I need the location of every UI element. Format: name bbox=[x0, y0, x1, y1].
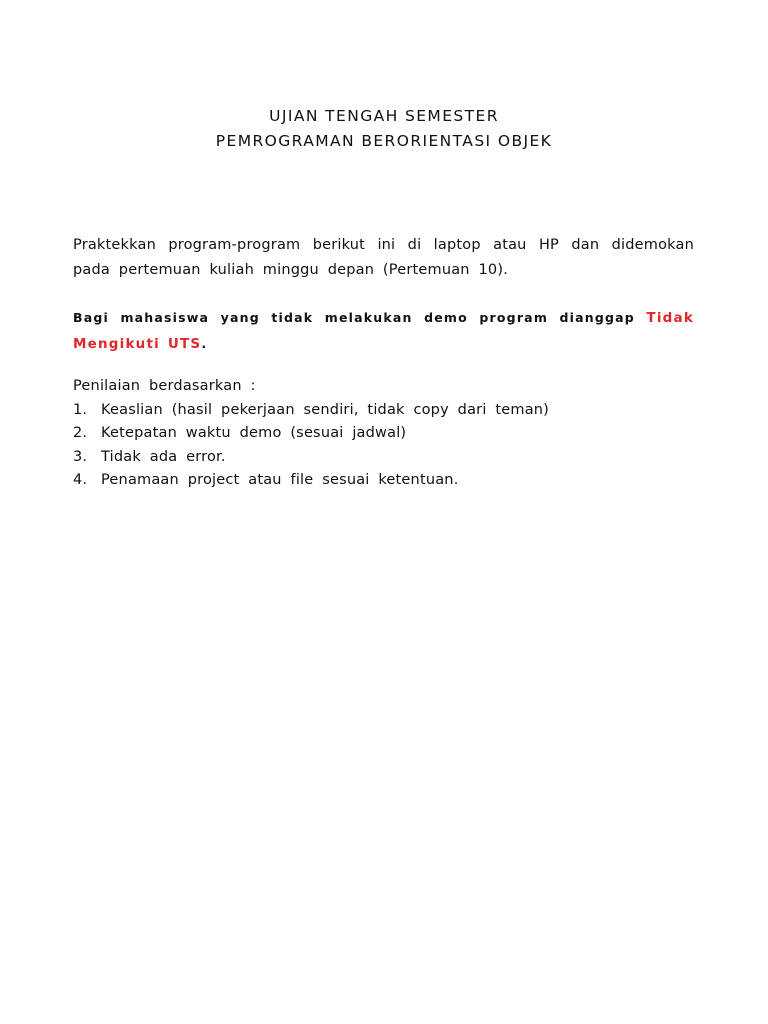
title-line-exam: UJIAN TENGAH SEMESTER bbox=[269, 107, 499, 125]
document-title bbox=[0, 104, 768, 154]
criteria-text: Ketepatan waktu demo (sesuai jadwal) bbox=[101, 425, 407, 441]
title-line-course: PEMROGRAMAN BERORIENTASI OBJEK bbox=[215, 132, 553, 150]
criteria-text: Keaslian (hasil pekerjaan sendiri, tidak copy dari teman) bbox=[101, 401, 550, 418]
intro-paragraph: Praktekkan program-program berikut ini di laptop atau HP dan didemokan pada pertemuan kuliah minggu depan (Pertemuan 10). bbox=[73, 237, 694, 278]
criteria-heading: Penilaian berdasarkan : bbox=[73, 378, 256, 394]
criteria-text: Penamaan project atau file sesuai ketentuan. bbox=[101, 472, 459, 488]
criteria-item bbox=[73, 446, 694, 470]
criteria-item bbox=[73, 469, 694, 493]
warning-suffix: . bbox=[201, 336, 208, 351]
criteria-text: Tidak ada error. bbox=[101, 448, 226, 465]
warning-highlight: Tidak Mengikuti UTS bbox=[73, 310, 694, 352]
criteria-number: 3. bbox=[73, 448, 88, 465]
criteria-section bbox=[73, 375, 694, 493]
warning-paragraph bbox=[73, 305, 694, 357]
criteria-number: 4. bbox=[73, 472, 88, 488]
criteria-number: 1. bbox=[73, 401, 88, 418]
criteria-item bbox=[73, 399, 694, 423]
warning-text: Bagi mahasiswa yang tidak melakukan demo program dianggap bbox=[73, 310, 647, 325]
criteria-item bbox=[73, 422, 694, 446]
criteria-number: 2. bbox=[73, 425, 88, 441]
criteria-list bbox=[73, 399, 694, 493]
